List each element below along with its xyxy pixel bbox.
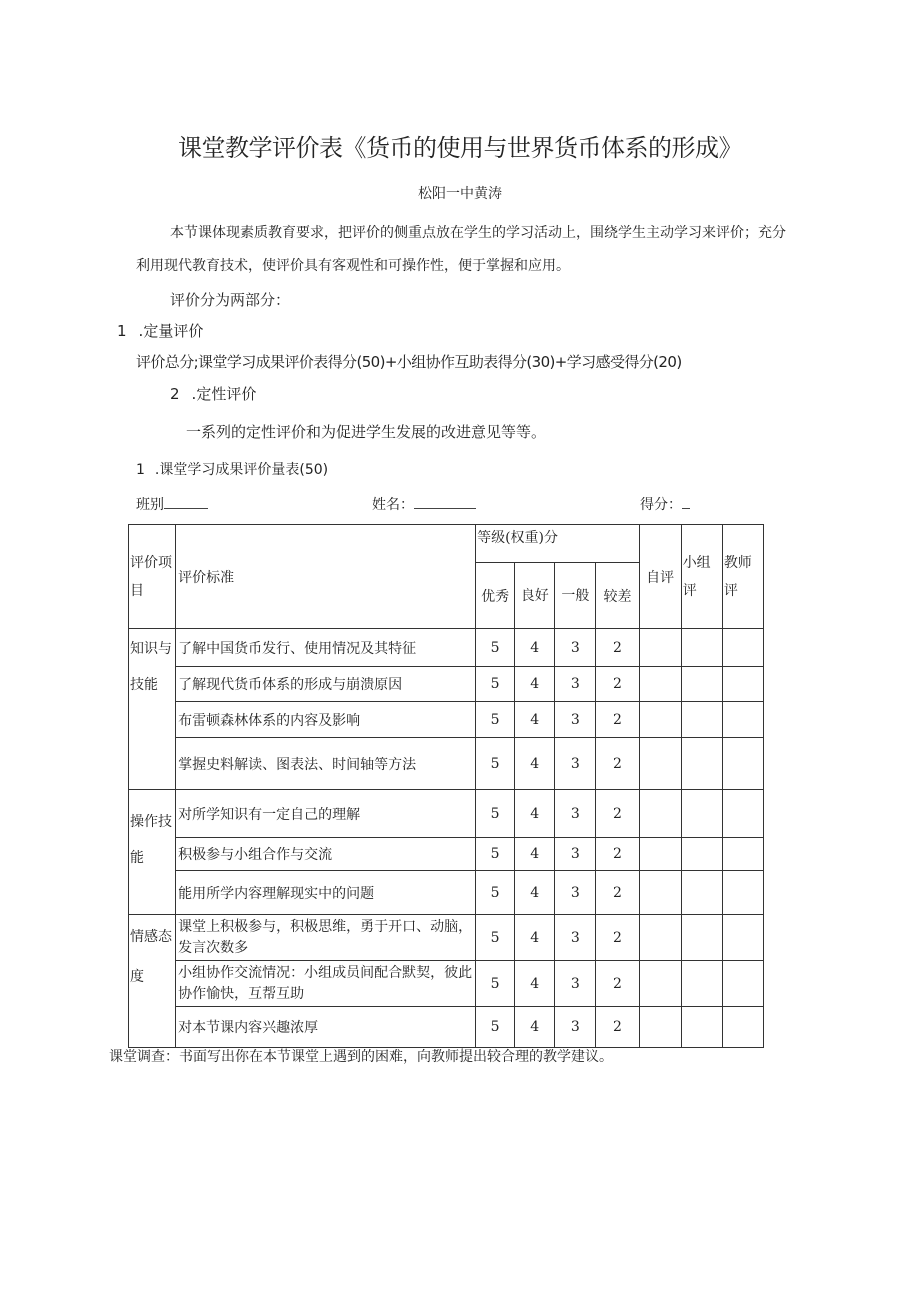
criteria-cell: 对本节课内容兴趣浓厚 — [176, 1007, 476, 1048]
qualitative-text: 一系列的定性评价和为促进学生发展的改进意见等等。 — [186, 423, 547, 441]
section-1-heading — [117, 320, 203, 341]
score-cell: 2 — [596, 961, 639, 1007]
header-fair: 一般 — [555, 563, 596, 629]
table-heading-number: 1 — [136, 462, 145, 478]
table-heading-label: .课堂学习成果评价量表(50) — [154, 462, 329, 478]
group-eval-cell[interactable] — [681, 629, 722, 667]
header-grade: 等级(权重)分 — [476, 525, 639, 563]
criteria-cell: 积极参与小组合作与交流 — [176, 838, 476, 871]
criteria-cell: 能用所学内容理解现实中的问题 — [176, 871, 476, 915]
section-1-label: .定量评价 — [138, 322, 204, 340]
score-cell: 2 — [596, 915, 639, 961]
score-cell: 5 — [476, 790, 515, 838]
category-cell: 知识与技能 — [129, 629, 176, 790]
score-cell: 2 — [596, 738, 639, 790]
self-eval-cell[interactable] — [639, 629, 681, 667]
self-eval-cell[interactable] — [639, 738, 681, 790]
score-cell: 3 — [555, 838, 596, 871]
group-eval-cell[interactable] — [681, 667, 722, 702]
score-field[interactable] — [640, 494, 690, 514]
score-cell: 2 — [596, 629, 639, 667]
table-row — [129, 871, 764, 915]
table-row — [129, 915, 764, 961]
score-cell: 4 — [515, 1007, 555, 1048]
score-cell: 4 — [515, 961, 555, 1007]
group-eval-cell[interactable] — [681, 871, 722, 915]
score-cell: 4 — [515, 838, 555, 871]
score-cell: 2 — [596, 838, 639, 871]
teacher-eval-cell[interactable] — [722, 915, 763, 961]
criteria-cell: 掌握史料解读、图表法、时间轴等方法 — [176, 738, 476, 790]
score-cell: 3 — [555, 1007, 596, 1048]
group-eval-cell[interactable] — [681, 1007, 722, 1048]
teacher-eval-cell[interactable] — [722, 871, 763, 915]
table-row — [129, 790, 764, 838]
table-heading — [136, 459, 328, 479]
group-eval-cell[interactable] — [681, 915, 722, 961]
category-cell: 操作技能 — [129, 790, 176, 915]
header-item: 评价项目 — [129, 525, 176, 629]
section-2-heading — [170, 383, 256, 404]
page-title: 课堂教学评价表《货币的使用与世界货币体系的形成》 — [178, 134, 742, 162]
score-cell: 3 — [555, 790, 596, 838]
header-excellent: 优秀 — [476, 563, 515, 629]
score-cell: 2 — [596, 790, 639, 838]
section-1-number: 1 — [117, 322, 127, 340]
parts-label: 评价分为两部分： — [170, 291, 291, 309]
score-cell: 3 — [555, 667, 596, 702]
score-cell: 5 — [476, 667, 515, 702]
score-cell: 3 — [555, 961, 596, 1007]
score-cell: 5 — [476, 629, 515, 667]
table-row — [129, 1007, 764, 1048]
score-cell: 4 — [515, 915, 555, 961]
table-row — [129, 838, 764, 871]
score-cell: 4 — [515, 871, 555, 915]
section-2-number: 2 — [170, 385, 180, 403]
header-good: 良好 — [515, 563, 555, 629]
teacher-eval-cell[interactable] — [722, 961, 763, 1007]
evaluation-table — [128, 524, 764, 1048]
classroom-survey: 课堂调查：书面写出你在本节课堂上遇到的困难，向教师提出较合理的教学建议。 — [109, 1049, 613, 1065]
score-cell: 3 — [555, 702, 596, 738]
table-row — [129, 629, 764, 667]
intro-paragraph: 本节课体现素质教育要求，把评价的侧重点放在学生的学习活动上，围绕学生主动学习来评价；充分利用现代教育技术，使评价具有客观性和可操作性，便于掌握和应用。 — [136, 225, 786, 274]
header-self: 自评 — [639, 525, 681, 629]
self-eval-cell[interactable] — [639, 871, 681, 915]
group-eval-cell[interactable] — [681, 702, 722, 738]
score-cell: 3 — [555, 738, 596, 790]
category-cell: 情感态度 — [129, 915, 176, 1048]
self-eval-cell[interactable] — [639, 790, 681, 838]
score-cell: 5 — [476, 702, 515, 738]
table-row — [129, 961, 764, 1007]
score-cell: 5 — [476, 871, 515, 915]
class-field[interactable] — [136, 494, 208, 514]
criteria-cell: 布雷顿森林体系的内容及影响 — [176, 702, 476, 738]
score-cell: 4 — [515, 702, 555, 738]
header-teacher: 教师评 — [722, 525, 763, 629]
group-eval-cell[interactable] — [681, 838, 722, 871]
group-eval-cell[interactable] — [681, 738, 722, 790]
score-cell: 2 — [596, 702, 639, 738]
score-cell: 5 — [476, 915, 515, 961]
score-label: 得分： — [640, 497, 682, 513]
criteria-cell: 对所学知识有一定自己的理解 — [176, 790, 476, 838]
criteria-cell: 了解中国货币发行、使用情况及其特征 — [176, 629, 476, 667]
score-cell: 5 — [476, 961, 515, 1007]
total-formula: 评价总分;课堂学习成果评价表得分(50)+小组协作互助表得分(30)+学习感受得分(20) — [136, 353, 682, 371]
teacher-eval-cell[interactable] — [722, 738, 763, 790]
score-cell: 3 — [555, 629, 596, 667]
class-label: 班别 — [136, 497, 164, 513]
name-label: 姓名： — [372, 497, 414, 513]
header-poor: 较差 — [596, 563, 639, 629]
header-criteria: 评价标准 — [176, 525, 476, 629]
table-row — [129, 738, 764, 790]
criteria-cell: 了解现代货币体系的形成与崩溃原因 — [176, 667, 476, 702]
name-field[interactable] — [372, 494, 476, 514]
score-cell: 3 — [555, 871, 596, 915]
table-row — [129, 667, 764, 702]
score-cell: 4 — [515, 667, 555, 702]
self-eval-cell[interactable] — [639, 667, 681, 702]
score-cell: 3 — [555, 915, 596, 961]
score-cell: 4 — [515, 790, 555, 838]
score-cell: 2 — [596, 871, 639, 915]
self-eval-cell[interactable] — [639, 702, 681, 738]
author: 松阳一中黄涛 — [418, 186, 502, 202]
teacher-eval-cell[interactable] — [722, 838, 763, 871]
criteria-cell: 小组协作交流情况：小组成员间配合默契，彼此协作愉快，互帮互助 — [176, 961, 476, 1007]
score-cell: 4 — [515, 629, 555, 667]
score-cell: 5 — [476, 1007, 515, 1048]
score-cell: 2 — [596, 667, 639, 702]
group-eval-cell[interactable] — [681, 790, 722, 838]
teacher-eval-cell[interactable] — [722, 667, 763, 702]
teacher-eval-cell[interactable] — [722, 790, 763, 838]
score-cell: 2 — [596, 1007, 639, 1048]
header-group: 小组评 — [681, 525, 722, 629]
group-eval-cell[interactable] — [681, 961, 722, 1007]
self-eval-cell[interactable] — [639, 961, 681, 1007]
criteria-cell: 课堂上积极参与，积极思维，勇于开口、动脑，发言次数多 — [176, 915, 476, 961]
score-cell: 5 — [476, 838, 515, 871]
self-eval-cell[interactable] — [639, 1007, 681, 1048]
self-eval-cell[interactable] — [639, 838, 681, 871]
self-eval-cell[interactable] — [639, 915, 681, 961]
teacher-eval-cell[interactable] — [722, 629, 763, 667]
table-row — [129, 702, 764, 738]
teacher-eval-cell[interactable] — [722, 1007, 763, 1048]
section-2-label: .定性评价 — [191, 385, 257, 403]
teacher-eval-cell[interactable] — [722, 702, 763, 738]
score-cell: 4 — [515, 738, 555, 790]
score-cell: 5 — [476, 738, 515, 790]
